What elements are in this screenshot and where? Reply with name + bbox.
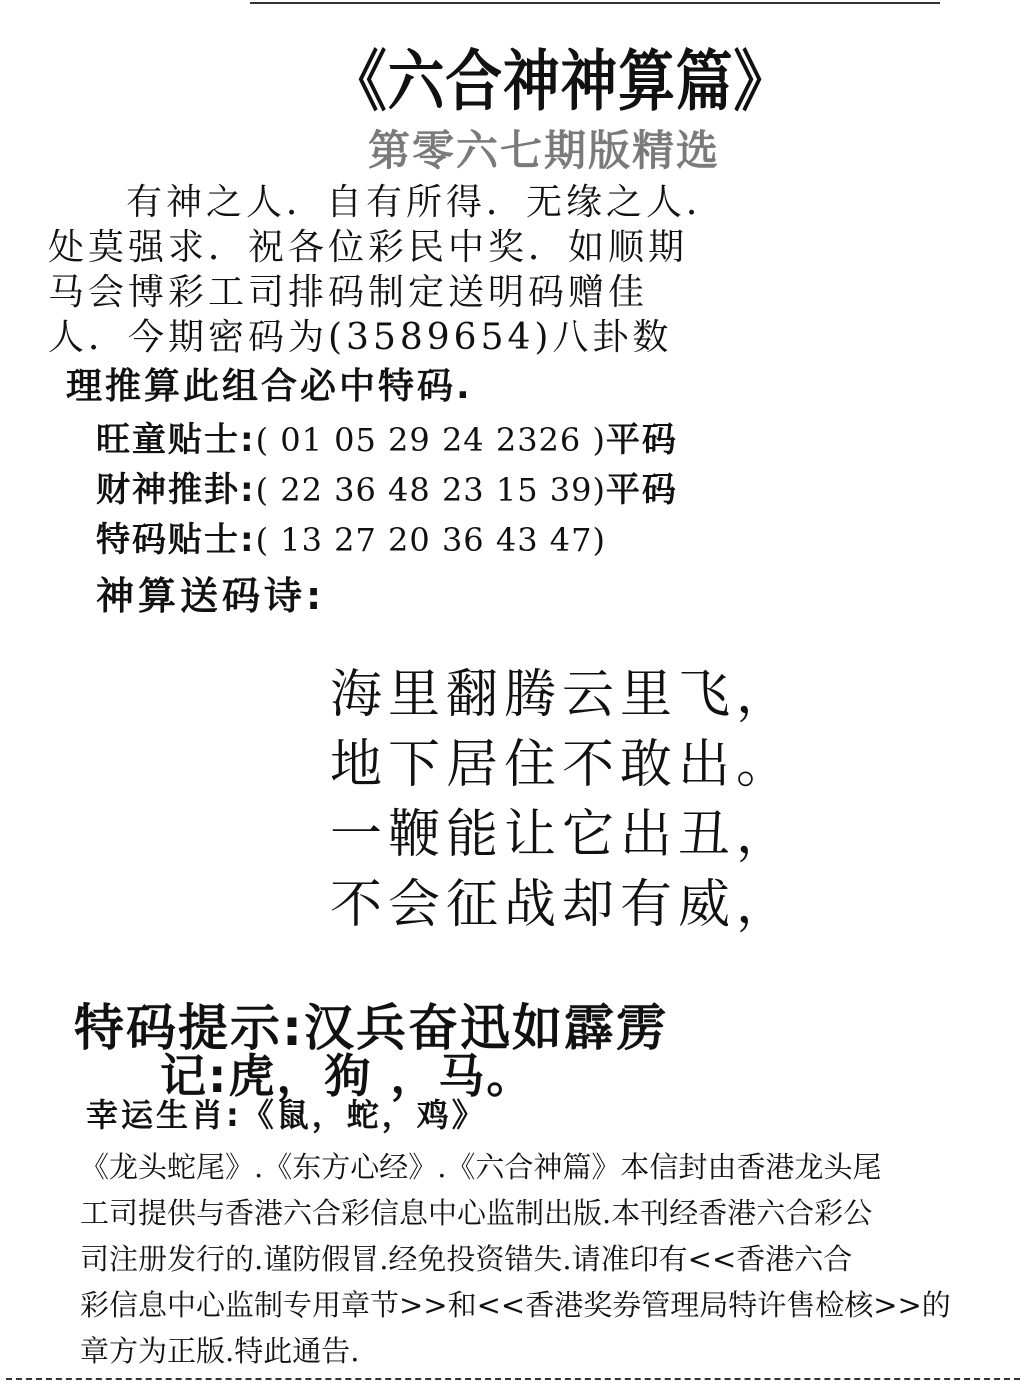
poem-line: 一鞭能让它出丑，: [330, 805, 795, 865]
special-tip-line: 特码提示:汉兵奋迅如霹雳: [74, 999, 668, 1057]
row-suffix: 平码: [605, 420, 678, 460]
row-label: 财神推卦:: [96, 470, 256, 510]
poem-line: 不会征战却有威，: [330, 875, 795, 935]
row-label: 特码贴士:: [96, 520, 256, 560]
poem-block: [330, 660, 794, 940]
special-tip-zodiacs: 记:虎，狗 ，马。: [160, 1049, 535, 1103]
row-numbers: ( 22 36 48 23 15 39): [255, 471, 606, 509]
row-label: 旺童贴士:: [96, 420, 256, 460]
intro-line: 马会博彩工司排码制定送明码赠佳: [48, 272, 649, 313]
poem-line: 海里翻腾云里飞，: [330, 665, 795, 725]
tips-row-tema: [96, 512, 606, 561]
notice-line: 工司提供与香港六合彩信息中心监制出版.本刊经香港六合彩公: [80, 1196, 873, 1230]
reasoning-line: 理推算此组合必中特码.: [66, 366, 473, 407]
bottom-dashed-rule: [6, 1378, 1020, 1380]
notice-line: 司注册发行的.谨防假冒.经免投资错失.请准印有<<香港六合: [80, 1242, 853, 1276]
row-numbers: ( 13 27 20 36 43 47): [255, 521, 606, 559]
page-title: 《六合神神算篇》: [330, 43, 791, 120]
publisher-notice: [80, 1144, 980, 1374]
poem-heading: 神算送码诗:: [96, 574, 326, 618]
tips-row-wangtong: [96, 412, 678, 461]
lucky-zodiac-line: 幸运生肖:《鼠，蛇，鸡》: [86, 1096, 487, 1134]
row-suffix: 平码: [605, 470, 678, 510]
top-border-line: [250, 2, 940, 4]
poem-line: 地下居住不敢出。: [330, 735, 795, 795]
intro-paragraph: [48, 180, 726, 360]
tips-row-caishen: [96, 462, 678, 511]
notice-line: 章方为正版.特此通告.: [80, 1334, 360, 1368]
intro-line: 处莫强求．祝各位彩民中奖．如顺期: [48, 227, 689, 268]
row-numbers: ( 01 05 29 24 2326 ): [255, 421, 606, 459]
issue-subtitle: 第零六七期版精选: [368, 126, 721, 175]
intro-line: 人．今期密码为(3589654)八卦数: [48, 317, 673, 358]
notice-line: 《龙头蛇尾》.《东方心经》.《六合神篇》本信封由香港龙头尾: [80, 1150, 882, 1184]
notice-line: 彩信息中心监制专用章节>>和<<香港奖券管理局特许售检核>>的: [80, 1288, 951, 1322]
intro-line: 有神之人．自有所得．无缘之人．: [126, 182, 727, 223]
